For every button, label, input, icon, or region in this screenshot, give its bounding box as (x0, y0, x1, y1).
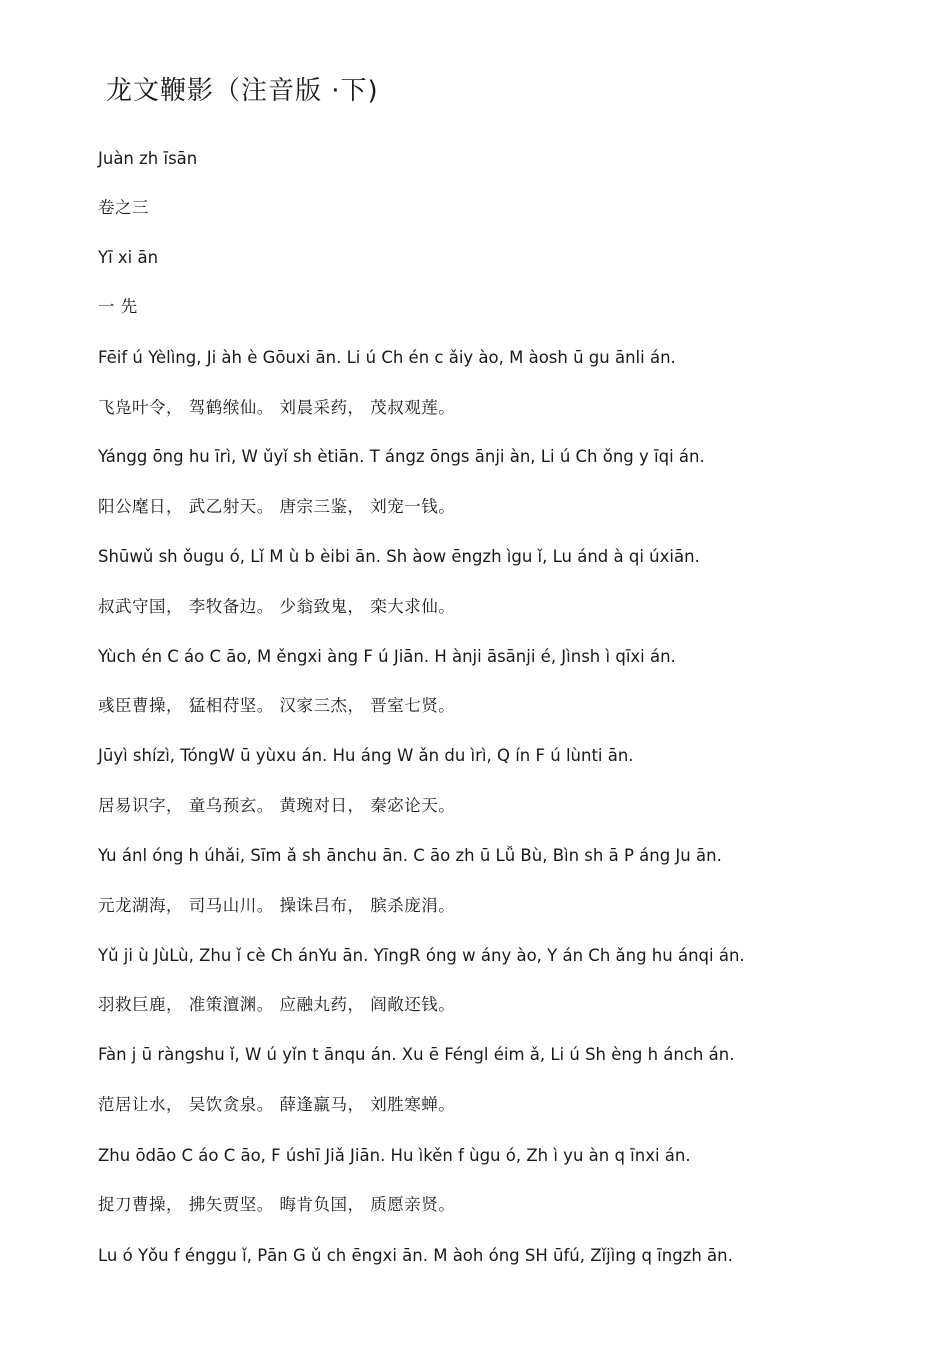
section-heading: 一 先 (98, 297, 138, 316)
verse-pinyin: Yùch én C áo C āo, M ěngxi àng F ú Jiān. H ànji āsānji é, Jìnsh ì qīxi án. (98, 647, 676, 666)
verse-hanzi: 元龙湖海， 司马山川。 操诛吕布， 膑杀庞涓。 (98, 896, 456, 915)
verse-pinyin: Yu ánl óng h úhǎi, Sīm ǎ sh ānchu ān. C āo zh ū Lǚ Bù, Bìn sh ā P áng Ju ān. (98, 846, 722, 865)
verse-pinyin: Jūyì shízì, TóngW ū yùxu án. Hu áng W ǎn du ìrì, Q ín F ú lùnti ān. (98, 746, 634, 765)
verse-hanzi: 阳公麾日， 武乙射天。 唐宗三鉴， 刘宠一钱。 (98, 497, 456, 516)
verse-pinyin: Yángg ōng hu īrì, W ǔyǐ sh ètiān. T ángz ōngs ānji àn, Li ú Ch ǒng y īqi án. (98, 447, 705, 466)
verse-hanzi: 捉刀曹操， 拂矢贾坚。 晦肯负国， 质愿亲贤。 (98, 1195, 456, 1214)
verse-pinyin: Fàn j ū ràngshu ǐ, W ú yǐn t ānqu án. Xu ē Féngl éim ǎ, Li ú Sh èng h ánch án. (98, 1045, 735, 1064)
volume-pinyin: Juàn zh īsān (98, 149, 198, 168)
verse-pinyin: Yǔ ji ù JùLù, Zhu ǐ cè Ch ánYu ān. YīngR óng w ány ào, Y án Ch ǎng hu ánqi án. (98, 946, 745, 965)
verse-hanzi: 范居让水， 吴饮贪泉。 薛逢羸马， 刘胜寒蝉。 (98, 1095, 456, 1114)
volume-heading: 卷之三 (98, 198, 149, 217)
verse-pinyin: Shūwǔ sh ǒugu ó, Lǐ M ù b èibi ān. Sh àow ēngzh ìgu ǐ, Lu ánd à qi úxiān. (98, 547, 700, 566)
verse-hanzi: 彧臣曹操， 猛相苻坚。 汉家三杰， 晋室七贤。 (98, 696, 456, 715)
verse-pinyin: Lu ó Yǒu f énggu ǐ, Pān G ǔ ch ēngxi ān. M àoh óng SH ūfú, Zǐjìng q īngzh ān. (98, 1246, 733, 1265)
page-title: 龙文鞭影（注音版 ·下) (106, 76, 379, 106)
verse-hanzi: 叔武守国， 李牧备边。 少翁致鬼， 栾大求仙。 (98, 597, 456, 616)
verse-hanzi: 居易识字， 童乌预玄。 黄琬对日， 秦宓论天。 (98, 796, 456, 815)
section-pinyin: Yī xi ān (98, 248, 159, 267)
verse-pinyin: Fēif ú Yèlìng, Ji àh è Gōuxi ān. Li ú Ch én c ǎiy ào, M àosh ū gu ānli án. (98, 348, 676, 367)
verse-hanzi: 羽救巨鹿， 准策澶渊。 应融丸药， 阎敞还钱。 (98, 995, 456, 1014)
verse-pinyin: Zhu ōdāo C áo C āo, F úshī Jiǎ Jiān. Hu ìkěn f ùgu ó, Zh ì yu àn q īnxi án. (98, 1146, 691, 1165)
verse-hanzi: 飞凫叶令， 驾鹤缑仙。 刘晨采药， 茂叔观莲。 (98, 398, 456, 417)
